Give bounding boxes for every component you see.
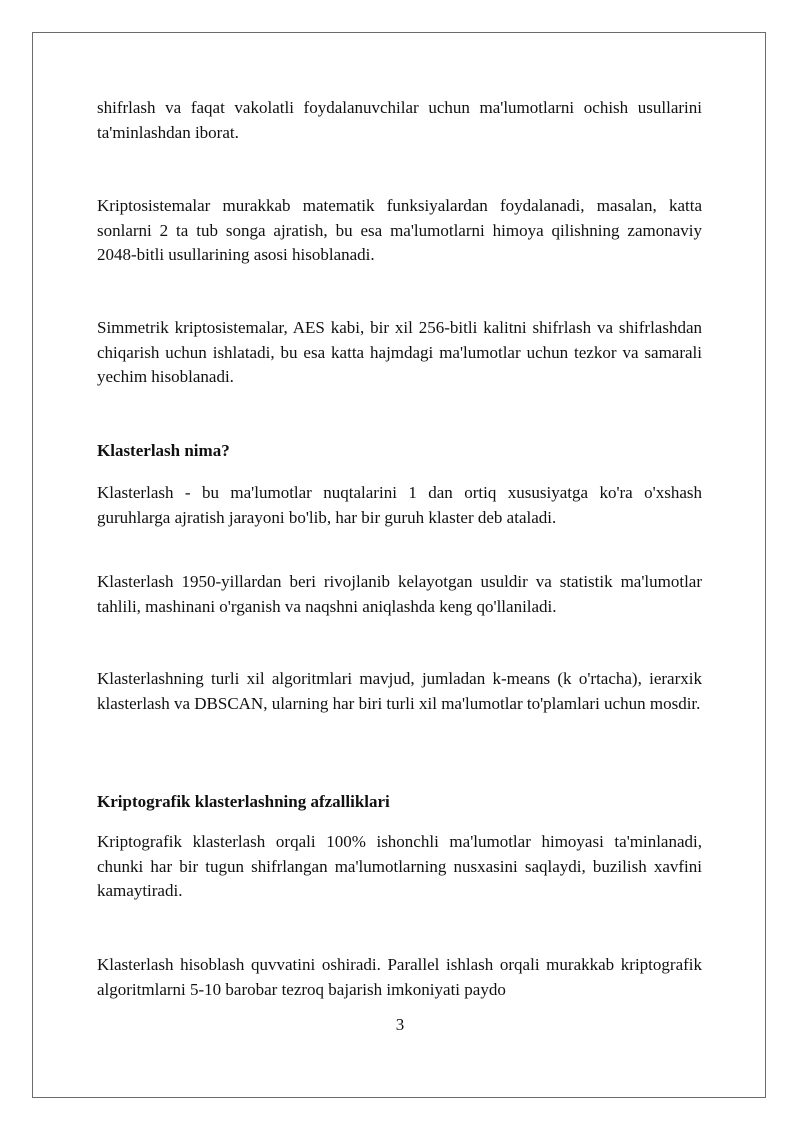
paragraph-crypto-clustering-reliability: Kriptografik klasterlash orqali 100% ishonchli ma'lumotlar himoyasi ta'minlanadi, chunki har bir tugun shifrlangan ma'lumotlarning nusxasini saqlaydi, buzilish xavfini kamaytiradi. (97, 832, 702, 900)
heading-crypto-clustering-advantages: Kriptografik klasterlashning afzalliklari (97, 792, 390, 811)
paragraph-encryption-intro: shifrlash va faqat vakolatli foydalanuvchilar uchun ma'lumotlarni ochish usullarini ta'minlashdan iborat. (97, 98, 702, 142)
heading-what-is-clustering: Klasterlash nima? (97, 441, 230, 460)
paragraph-clustering-algorithms: Klasterlashning turli xil algoritmlari mavjud, jumladan k-means (k o'rtacha), ierarxik klasterlash va DBSCAN, ularning har biri turli xil ma'lumotlar to'plamlari uchun mosdir. (97, 669, 702, 713)
paragraph-clustering-history: Klasterlash 1950-yillardan beri rivojlanib kelayotgan usuldir va statistik ma'lumotlar tahlili, mashinani o'rganish va naqshni aniqlashda keng qo'llaniladi. (97, 572, 702, 616)
paragraph-cryptosystems-math: Kriptosistemalar murakkab matematik funksiyalardan foydalanadi, masalan, katta sonlarni 2 ta tub songa ajratish, bu esa ma'lumotlarni himoya qilishning zamonaviy 2048-bitli usullarining asosi hisoblanadi. (97, 196, 702, 264)
paragraph-symmetric-cryptosystems: Simmetrik kriptosistemalar, AES kabi, bir xil 256-bitli kalitni shifrlash va shifrlashdan chiqarish uchun ishlatadi, bu esa katta hajmdagi ma'lumotlar uchun tezkor va samarali yechim hisoblanadi. (97, 318, 702, 386)
page-border (32, 32, 766, 1098)
paragraph-clustering-definition: Klasterlash - bu ma'lumotlar nuqtalarini 1 dan ortiq xususiyatga ko'ra o'xshash guruhlarga ajratish jarayoni bo'lib, har bir guruh klaster deb ataladi. (97, 483, 702, 527)
paragraph-clustering-computing-power: Klasterlash hisoblash quvvatini oshiradi. Parallel ishlash orqali murakkab kriptografik algoritmlarni 5-10 barobar tezroq bajarish imkoniyati paydo (97, 955, 702, 999)
page-number: 3 (395, 1015, 405, 1034)
